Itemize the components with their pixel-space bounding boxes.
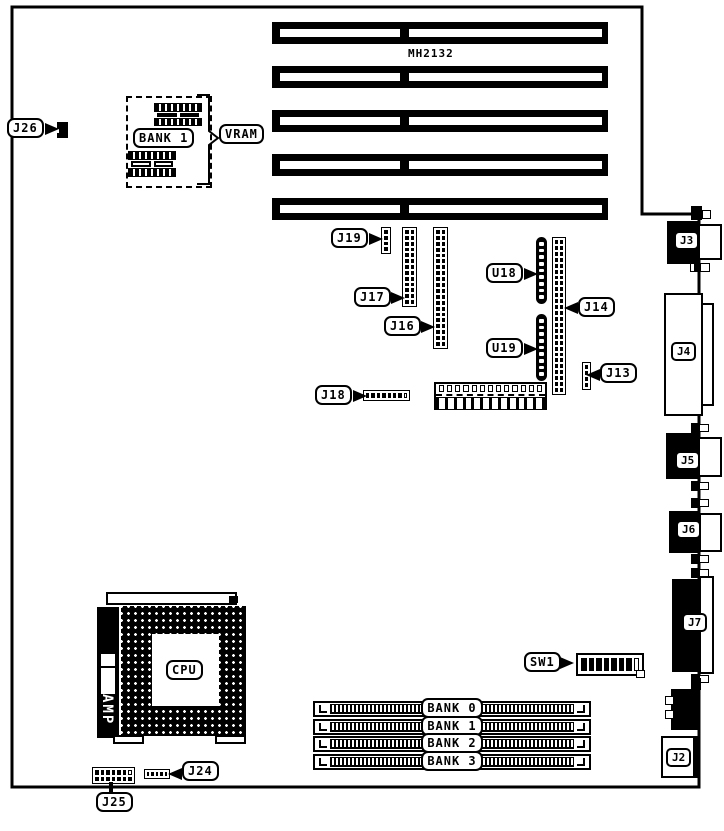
callout-pointer xyxy=(353,390,367,402)
mount-tab xyxy=(691,481,699,491)
edge-connector xyxy=(434,382,547,410)
connector-j6-port xyxy=(699,513,722,552)
slot-window xyxy=(409,29,602,37)
expansion-slot-4 xyxy=(272,154,608,176)
socket-foot xyxy=(113,735,144,744)
mount-tab xyxy=(694,264,701,271)
connector-j3-port xyxy=(698,224,722,260)
callout-u18: U18 xyxy=(486,263,523,283)
audio-jack xyxy=(671,689,700,730)
connector-j4-port xyxy=(701,303,714,406)
callout-j4: J4 xyxy=(671,342,696,361)
dip-pin-row xyxy=(128,168,176,177)
simm-clip xyxy=(319,705,327,713)
callout-j7: J7 xyxy=(682,613,707,632)
mount-tab xyxy=(702,210,711,219)
simm-contacts xyxy=(481,704,574,714)
simm-contacts xyxy=(330,757,423,767)
callout-j17: J17 xyxy=(354,287,391,307)
slot-window xyxy=(280,73,400,81)
pin-header-j25 xyxy=(92,767,135,784)
vram-dip-socket-bottom xyxy=(128,151,176,177)
expansion-slot-5 xyxy=(272,198,608,220)
simm-clip xyxy=(319,740,327,748)
simm-contacts xyxy=(481,739,574,749)
edge-connector-sockets xyxy=(436,397,545,410)
slot-window xyxy=(409,205,602,213)
callout-pointer xyxy=(421,321,435,333)
amp-bar-mark xyxy=(101,654,115,666)
vram-dip-socket-top xyxy=(154,103,202,126)
amp-bar-mark xyxy=(101,668,115,694)
audio-jack-tab xyxy=(665,696,674,705)
callout-bank2: BANK 2 xyxy=(421,733,483,753)
simm-clip xyxy=(577,723,585,731)
zif-lever xyxy=(106,592,237,605)
mount-tab xyxy=(691,206,702,220)
callout-j2: J2 xyxy=(666,748,691,767)
callout-pointer xyxy=(560,657,574,669)
sw1-notch xyxy=(636,670,645,678)
connector-j18 xyxy=(363,390,410,401)
slot-window xyxy=(409,117,602,125)
callout-pointer xyxy=(586,369,600,381)
callout-u19: U19 xyxy=(486,338,523,358)
slot-window xyxy=(280,117,400,125)
dip-body xyxy=(128,160,176,168)
edge-connector-divider xyxy=(436,394,545,396)
amp-brand-label: AMP xyxy=(99,694,115,726)
slot-window xyxy=(409,73,602,81)
mount-tab xyxy=(699,482,709,490)
slot-window xyxy=(409,161,602,169)
callout-j24: J24 xyxy=(182,761,219,781)
simm-clip xyxy=(319,758,327,766)
callout-j3: J3 xyxy=(674,231,699,250)
callout-pointer xyxy=(168,768,182,780)
callout-j25: J25 xyxy=(96,792,133,812)
pin-header-j24 xyxy=(144,769,170,779)
callout-j14: J14 xyxy=(578,297,615,317)
mount-tab xyxy=(699,555,709,563)
callout-pointer xyxy=(524,343,538,355)
mount-tab xyxy=(699,424,709,432)
pin-header-j16 xyxy=(433,227,448,349)
callout-j13: J13 xyxy=(600,363,637,383)
callout-sw1: SW1 xyxy=(524,652,561,672)
callout-vram: VRAM xyxy=(219,124,264,144)
callout-pointer xyxy=(369,233,383,245)
simm-contacts xyxy=(330,739,423,749)
simm-contacts xyxy=(481,722,574,732)
connector-j5-port xyxy=(698,437,722,477)
connector-j2-edge xyxy=(693,738,700,776)
mount-tab xyxy=(691,554,699,564)
callout-j6: J6 xyxy=(676,520,701,539)
expansion-slot-2 xyxy=(272,66,608,88)
board-model-label: MH2132 xyxy=(408,47,454,60)
socket-foot xyxy=(215,735,246,744)
simm-clip xyxy=(577,740,585,748)
mount-tab xyxy=(691,568,699,578)
pin-header-j14 xyxy=(552,237,566,395)
slot-window xyxy=(280,205,400,213)
callout-bank1: BANK 1 xyxy=(133,128,194,148)
callout-bank1-simm: BANK 1 xyxy=(421,716,483,736)
audio-jack-tab xyxy=(665,710,674,719)
zif-lever-notch xyxy=(229,596,238,603)
dip-pin-row xyxy=(154,118,202,127)
callout-j5: J5 xyxy=(675,451,700,470)
callout-pointer xyxy=(391,292,405,304)
expansion-slot-3 xyxy=(272,110,608,132)
callout-j26: J26 xyxy=(7,118,44,138)
callout-j19: J19 xyxy=(331,228,368,248)
dip-switch-sw1 xyxy=(576,653,644,676)
callout-pointer xyxy=(45,123,59,135)
callout-j18: J18 xyxy=(315,385,352,405)
callout-bank3: BANK 3 xyxy=(421,751,483,771)
dip-pin-row xyxy=(154,103,202,112)
edge-connector-pins xyxy=(436,384,545,393)
simm-clip xyxy=(577,758,585,766)
slot-window xyxy=(280,29,400,37)
expansion-slot-1 xyxy=(272,22,608,44)
mount-tab xyxy=(691,423,699,433)
slot-window xyxy=(280,161,400,169)
simm-clip xyxy=(577,705,585,713)
simm-contacts xyxy=(330,722,423,732)
callout-pointer xyxy=(524,268,538,280)
mount-tab xyxy=(699,499,709,507)
callout-j16: J16 xyxy=(384,316,421,336)
callout-pointer xyxy=(564,302,578,314)
mount-tab xyxy=(691,498,699,508)
callout-cpu: CPU xyxy=(166,660,203,680)
callout-bank0: BANK 0 xyxy=(421,698,483,718)
simm-clip xyxy=(319,723,327,731)
simm-contacts xyxy=(330,704,423,714)
dip-pin-row xyxy=(128,151,176,160)
simm-contacts xyxy=(481,757,574,767)
